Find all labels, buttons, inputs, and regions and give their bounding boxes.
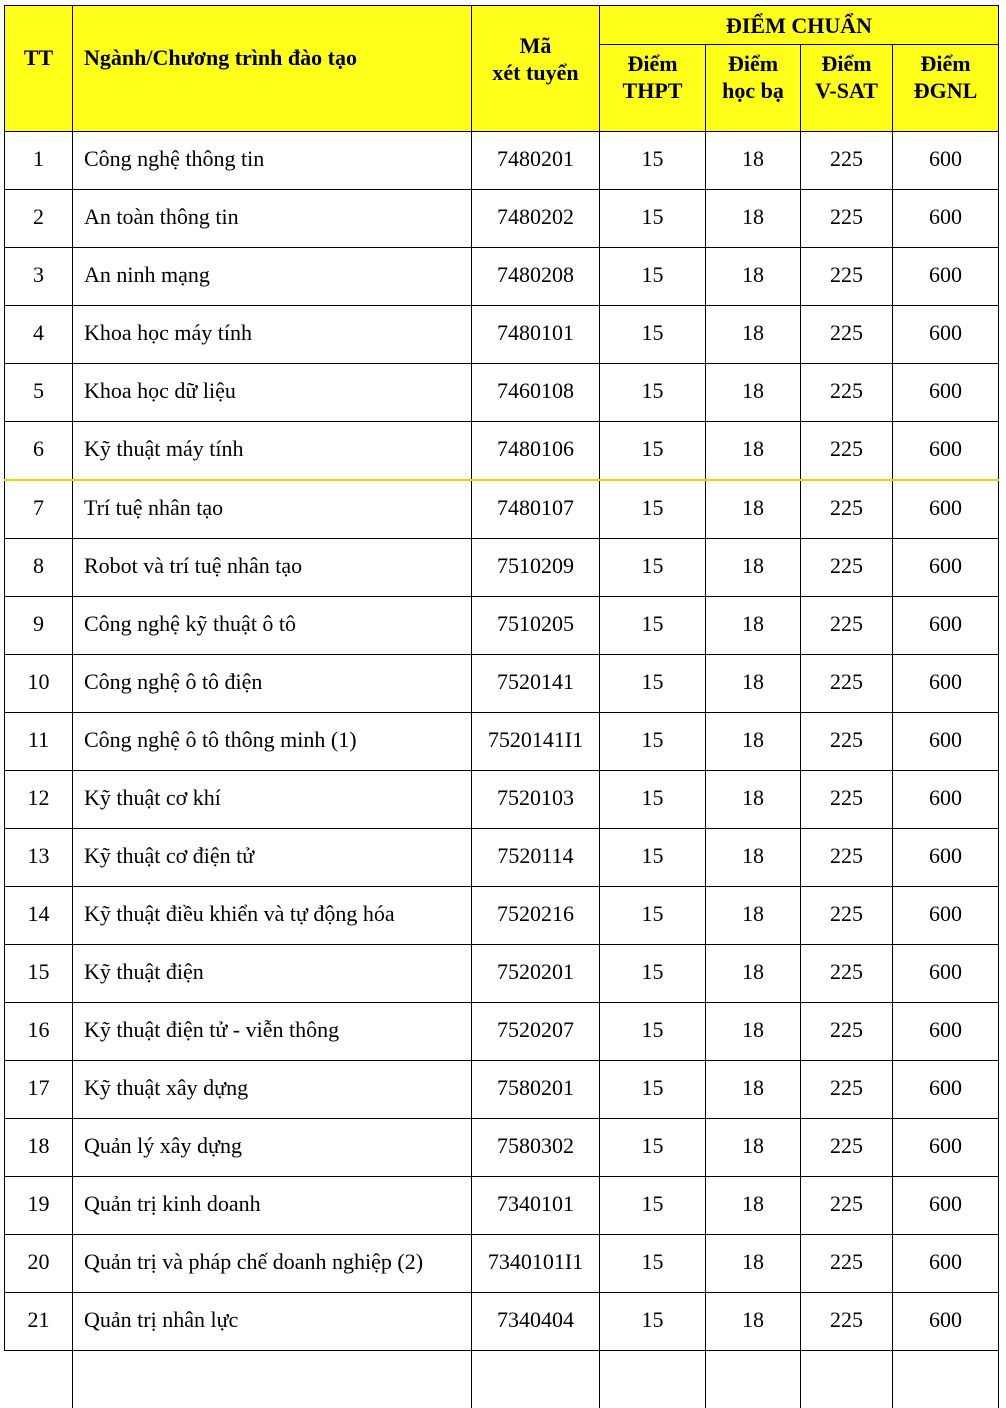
tail-cell <box>73 1351 472 1408</box>
cell-tt: 21 <box>5 1293 73 1351</box>
table-row <box>5 1177 999 1235</box>
cell-tt: 3 <box>5 248 73 306</box>
cell-score-dgnl: 600 <box>893 480 999 539</box>
benchmark-score-table <box>4 5 999 1408</box>
cell-admission-code: 7510205 <box>472 597 600 655</box>
cell-score-thpt: 15 <box>600 364 706 422</box>
cell-score-vsat: 225 <box>801 945 893 1003</box>
cell-score-hocba: 18 <box>706 1293 801 1351</box>
header-admission-code <box>472 6 600 132</box>
table-row <box>5 655 999 713</box>
table-row-continued <box>5 1351 999 1408</box>
cell-program-name: An toàn thông tin <box>73 190 472 248</box>
cell-score-thpt: 15 <box>600 248 706 306</box>
table-row <box>5 306 999 364</box>
cell-score-hocba: 18 <box>706 364 801 422</box>
cell-score-hocba: 18 <box>706 1235 801 1293</box>
cell-score-vsat: 225 <box>801 1235 893 1293</box>
cell-program-name: Công nghệ kỹ thuật ô tô <box>73 597 472 655</box>
cell-score-hocba: 18 <box>706 306 801 364</box>
cell-score-dgnl: 600 <box>893 422 999 481</box>
cell-program-name: Quản trị kinh doanh <box>73 1177 472 1235</box>
cell-score-thpt: 15 <box>600 1235 706 1293</box>
cell-program-name: Quản lý xây dựng <box>73 1119 472 1177</box>
table-row <box>5 248 999 306</box>
cell-score-dgnl: 600 <box>893 1061 999 1119</box>
cell-program-name: Công nghệ ô tô thông minh (1) <box>73 713 472 771</box>
header-vsat <box>801 45 893 132</box>
cell-tt: 10 <box>5 655 73 713</box>
cell-admission-code: 7520114 <box>472 829 600 887</box>
cell-score-hocba: 18 <box>706 190 801 248</box>
cell-score-thpt: 15 <box>600 539 706 597</box>
cell-score-thpt: 15 <box>600 132 706 190</box>
cell-score-dgnl: 600 <box>893 1235 999 1293</box>
cell-admission-code: 7510209 <box>472 539 600 597</box>
cell-program-name: Kỹ thuật điện <box>73 945 472 1003</box>
cell-score-dgnl: 600 <box>893 132 999 190</box>
cell-score-vsat: 225 <box>801 1003 893 1061</box>
cell-program-name: Khoa học máy tính <box>73 306 472 364</box>
header-thpt-line2: THPT <box>600 77 705 104</box>
cell-admission-code: 7580201 <box>472 1061 600 1119</box>
cell-score-thpt: 15 <box>600 190 706 248</box>
cell-tt: 14 <box>5 887 73 945</box>
cell-score-vsat: 225 <box>801 887 893 945</box>
cell-score-hocba: 18 <box>706 1003 801 1061</box>
cell-score-thpt: 15 <box>600 829 706 887</box>
cell-score-dgnl: 600 <box>893 655 999 713</box>
cell-score-thpt: 15 <box>600 655 706 713</box>
cell-score-dgnl: 600 <box>893 771 999 829</box>
cell-admission-code: 7520141 <box>472 655 600 713</box>
cell-score-hocba: 18 <box>706 1061 801 1119</box>
table-row <box>5 829 999 887</box>
cell-score-hocba: 18 <box>706 829 801 887</box>
cell-program-name: Kỹ thuật máy tính <box>73 422 472 481</box>
cell-score-thpt: 15 <box>600 1119 706 1177</box>
cell-program-name: Công nghệ ô tô điện <box>73 655 472 713</box>
cell-tt: 19 <box>5 1177 73 1235</box>
cell-score-vsat: 225 <box>801 422 893 481</box>
table-row <box>5 132 999 190</box>
cell-score-hocba: 18 <box>706 655 801 713</box>
cell-score-hocba: 18 <box>706 887 801 945</box>
cell-admission-code: 7520216 <box>472 887 600 945</box>
tail-cell <box>5 1351 73 1408</box>
cell-admission-code: 7480106 <box>472 422 600 481</box>
cell-admission-code: 7340101 <box>472 1177 600 1235</box>
cell-admission-code: 7580302 <box>472 1119 600 1177</box>
cell-admission-code: 7340101I1 <box>472 1235 600 1293</box>
cell-score-vsat: 225 <box>801 771 893 829</box>
cell-score-vsat: 225 <box>801 306 893 364</box>
table-row <box>5 771 999 829</box>
cell-tt: 17 <box>5 1061 73 1119</box>
cell-program-name: Khoa học dữ liệu <box>73 364 472 422</box>
cell-admission-code: 7480101 <box>472 306 600 364</box>
cell-program-name: Quản trị và pháp chế doanh nghiệp (2) <box>73 1235 472 1293</box>
header-hocba-line2: học bạ <box>706 77 800 104</box>
cell-score-hocba: 18 <box>706 945 801 1003</box>
tail-cell <box>893 1351 999 1408</box>
cell-score-hocba: 18 <box>706 771 801 829</box>
table-row <box>5 539 999 597</box>
cell-score-thpt: 15 <box>600 771 706 829</box>
cell-score-vsat: 225 <box>801 132 893 190</box>
cell-score-dgnl: 600 <box>893 945 999 1003</box>
tail-cell <box>801 1351 893 1408</box>
cell-program-name: Kỹ thuật cơ điện tử <box>73 829 472 887</box>
cell-score-dgnl: 600 <box>893 1293 999 1351</box>
cell-tt: 20 <box>5 1235 73 1293</box>
header-code-line1: Mã <box>472 32 599 59</box>
cell-score-thpt: 15 <box>600 1293 706 1351</box>
table-row <box>5 364 999 422</box>
cell-score-dgnl: 600 <box>893 1003 999 1061</box>
cell-score-vsat: 225 <box>801 190 893 248</box>
cell-score-vsat: 225 <box>801 713 893 771</box>
cell-score-dgnl: 600 <box>893 1177 999 1235</box>
table-row <box>5 190 999 248</box>
cell-score-thpt: 15 <box>600 306 706 364</box>
cell-admission-code: 7520207 <box>472 1003 600 1061</box>
table-row <box>5 945 999 1003</box>
cell-score-thpt: 15 <box>600 1177 706 1235</box>
cell-admission-code: 7480202 <box>472 190 600 248</box>
header-vsat-line2: V-SAT <box>801 77 892 104</box>
cell-admission-code: 7340404 <box>472 1293 600 1351</box>
cell-score-thpt: 15 <box>600 945 706 1003</box>
cell-score-thpt: 15 <box>600 887 706 945</box>
cell-score-vsat: 225 <box>801 597 893 655</box>
cell-admission-code: 7460108 <box>472 364 600 422</box>
cell-score-vsat: 225 <box>801 1061 893 1119</box>
cell-program-name: Công nghệ thông tin <box>73 132 472 190</box>
cell-tt: 2 <box>5 190 73 248</box>
cell-program-name: Robot và trí tuệ nhân tạo <box>73 539 472 597</box>
header-thpt-line1: Điểm <box>600 50 705 77</box>
header-dgnl-line2: ĐGNL <box>893 77 998 104</box>
cell-score-vsat: 225 <box>801 364 893 422</box>
cell-tt: 5 <box>5 364 73 422</box>
header-thpt <box>600 45 706 132</box>
tail-cell <box>472 1351 600 1408</box>
cell-score-vsat: 225 <box>801 248 893 306</box>
cell-admission-code: 7480208 <box>472 248 600 306</box>
cell-score-vsat: 225 <box>801 539 893 597</box>
table-row <box>5 1235 999 1293</box>
cell-score-dgnl: 600 <box>893 190 999 248</box>
table-row <box>5 887 999 945</box>
cell-admission-code: 7480201 <box>472 132 600 190</box>
cell-program-name: Kỹ thuật điều khiển và tự động hóa <box>73 887 472 945</box>
cell-tt: 15 <box>5 945 73 1003</box>
cell-score-vsat: 225 <box>801 1177 893 1235</box>
cell-tt: 13 <box>5 829 73 887</box>
table-row <box>5 480 999 539</box>
cell-score-hocba: 18 <box>706 480 801 539</box>
cell-tt: 9 <box>5 597 73 655</box>
header-code-line2: xét tuyển <box>472 59 599 86</box>
cell-admission-code: 7520201 <box>472 945 600 1003</box>
cell-score-hocba: 18 <box>706 132 801 190</box>
cell-score-hocba: 18 <box>706 248 801 306</box>
table-body <box>5 132 999 1408</box>
cell-score-dgnl: 600 <box>893 306 999 364</box>
cell-score-thpt: 15 <box>600 597 706 655</box>
cell-score-vsat: 225 <box>801 480 893 539</box>
table-row <box>5 1293 999 1351</box>
table-row <box>5 1061 999 1119</box>
cell-program-name: Kỹ thuật điện tử - viễn thông <box>73 1003 472 1061</box>
cell-tt: 11 <box>5 713 73 771</box>
cell-score-dgnl: 600 <box>893 887 999 945</box>
header-vsat-line1: Điểm <box>801 50 892 77</box>
cell-score-dgnl: 600 <box>893 539 999 597</box>
header-dgnl-line1: Điểm <box>893 50 998 77</box>
cell-score-dgnl: 600 <box>893 713 999 771</box>
table-row <box>5 422 999 481</box>
cell-score-vsat: 225 <box>801 1293 893 1351</box>
cell-tt: 1 <box>5 132 73 190</box>
cell-tt: 7 <box>5 480 73 539</box>
tail-cell <box>706 1351 801 1408</box>
cell-tt: 12 <box>5 771 73 829</box>
cell-tt: 4 <box>5 306 73 364</box>
cell-score-vsat: 225 <box>801 1119 893 1177</box>
cell-score-dgnl: 600 <box>893 1119 999 1177</box>
cell-score-dgnl: 600 <box>893 248 999 306</box>
cell-score-dgnl: 600 <box>893 597 999 655</box>
cell-score-hocba: 18 <box>706 1177 801 1235</box>
cell-score-vsat: 225 <box>801 829 893 887</box>
tail-cell <box>600 1351 706 1408</box>
cell-score-thpt: 15 <box>600 422 706 481</box>
cell-program-name: Kỹ thuật xây dựng <box>73 1061 472 1119</box>
cell-program-name: Quản trị nhân lực <box>73 1293 472 1351</box>
cell-score-thpt: 15 <box>600 1061 706 1119</box>
cell-program-name: Kỹ thuật cơ khí <box>73 771 472 829</box>
header-benchmark-group: ĐIỂM CHUẨN <box>600 6 999 45</box>
cell-score-thpt: 15 <box>600 1003 706 1061</box>
cell-program-name: Trí tuệ nhân tạo <box>73 480 472 539</box>
table-row <box>5 1003 999 1061</box>
table-row <box>5 597 999 655</box>
cell-score-dgnl: 600 <box>893 364 999 422</box>
cell-admission-code: 7520103 <box>472 771 600 829</box>
cell-score-hocba: 18 <box>706 422 801 481</box>
cell-tt: 18 <box>5 1119 73 1177</box>
cell-score-thpt: 15 <box>600 480 706 539</box>
cell-tt: 6 <box>5 422 73 481</box>
cell-score-dgnl: 600 <box>893 829 999 887</box>
cell-program-name: An ninh mạng <box>73 248 472 306</box>
cell-tt: 16 <box>5 1003 73 1061</box>
cell-score-hocba: 18 <box>706 597 801 655</box>
cell-score-hocba: 18 <box>706 539 801 597</box>
table-row <box>5 1119 999 1177</box>
header-program: Ngành/Chương trình đào tạo <box>73 6 472 132</box>
cell-admission-code: 7480107 <box>472 480 600 539</box>
cell-score-thpt: 15 <box>600 713 706 771</box>
header-hocba-line1: Điểm <box>706 50 800 77</box>
table-row <box>5 713 999 771</box>
cell-admission-code: 7520141I1 <box>472 713 600 771</box>
cell-score-hocba: 18 <box>706 713 801 771</box>
header-tt: TT <box>5 6 73 132</box>
cell-score-hocba: 18 <box>706 1119 801 1177</box>
cell-score-vsat: 225 <box>801 655 893 713</box>
cell-tt: 8 <box>5 539 73 597</box>
header-dgnl <box>893 45 999 132</box>
header-hocba <box>706 45 801 132</box>
